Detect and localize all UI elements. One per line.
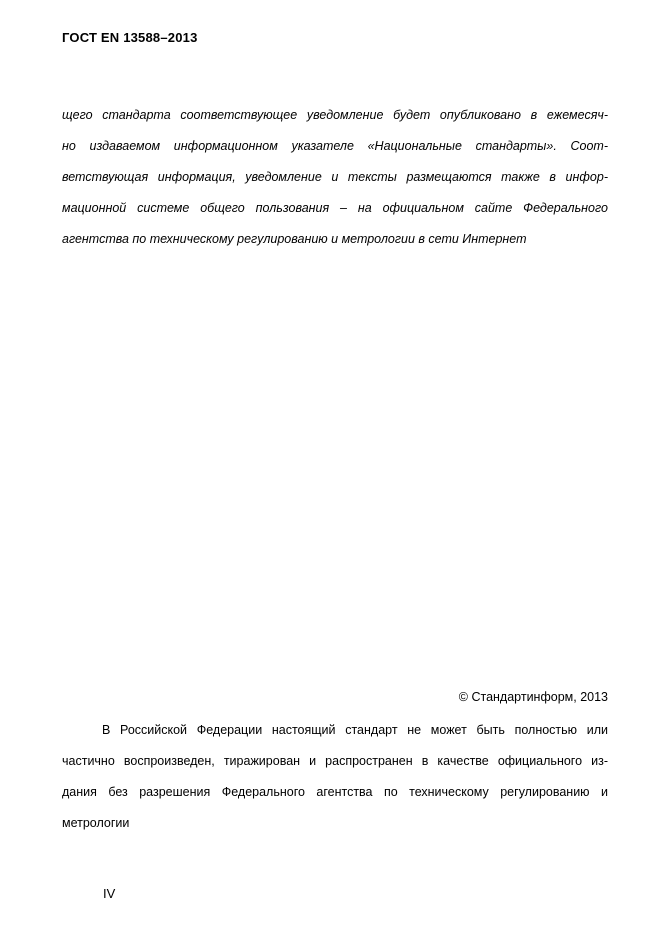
reproduction-notice [62, 721, 608, 845]
paragraph-line: агентства по техническому регулированию и метрологии в сети Интернет [62, 232, 527, 246]
paragraph-line: щего стандарта соответствующее уведомление будет опубликовано в ежемесяч- [62, 108, 608, 122]
copyright-notice: © Стандартинформ, 2013 [458, 690, 608, 704]
notice-line: В Российской Федерации настоящий стандарт не может быть полностью или [102, 723, 608, 737]
document-header: ГОСТ EN 13588–2013 [62, 30, 198, 45]
italic-paragraph [62, 106, 608, 261]
paragraph-line: мационной системе общего пользования – на официальном сайте Федерального [62, 201, 608, 215]
page-number: IV [103, 886, 116, 901]
notice-line: частично воспроизведен, тиражирован и распространен в качестве официального из- [62, 754, 608, 768]
notice-line: дания без разрешения Федерального агентства по техническому регулированию и [62, 785, 608, 799]
paragraph-line: но издаваемом информационном указателе «Национальные стандарты». Соот- [62, 139, 608, 153]
paragraph-line: ветствующая информация, уведомление и тексты размещаются также в инфор- [62, 170, 608, 184]
notice-line: метрологии [62, 816, 130, 830]
